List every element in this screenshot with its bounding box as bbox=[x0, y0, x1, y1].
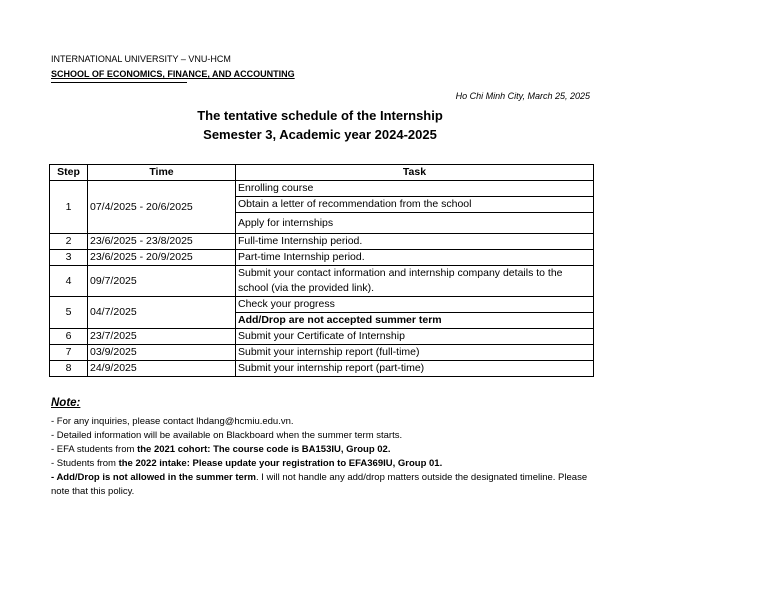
step-cell: 6 bbox=[50, 329, 88, 345]
task-cell: Submit your internship report (full-time) bbox=[236, 345, 594, 361]
table-row bbox=[50, 297, 594, 313]
time-cell: 07/4/2025 - 20/6/2025 bbox=[88, 181, 236, 234]
task-cell: Check your progress bbox=[236, 297, 594, 313]
note-line: - Detailed information will be available on Blackboard when the summer term starts. bbox=[51, 430, 403, 441]
header-step: Step bbox=[50, 165, 88, 181]
step-cell: 4 bbox=[50, 266, 88, 297]
note-line: - For any inquiries, please contact lhdang@hcmiu.edu.vn. bbox=[51, 416, 294, 427]
note-line bbox=[51, 471, 591, 499]
school-name: SCHOOL OF ECONOMICS, FINANCE, AND ACCOUNTING bbox=[51, 69, 295, 79]
time-cell: 03/9/2025 bbox=[88, 345, 236, 361]
task-cell: Obtain a letter of recommendation from the school bbox=[236, 197, 594, 213]
header-divider bbox=[51, 82, 187, 83]
time-cell: 23/7/2025 bbox=[88, 329, 236, 345]
note-emphasis: the 2021 cohort: The course code is BA153IU, Group 02. bbox=[137, 444, 391, 455]
university-name: INTERNATIONAL UNIVERSITY – VNU-HCM bbox=[51, 54, 231, 64]
time-cell: 24/9/2025 bbox=[88, 361, 236, 377]
table-row bbox=[50, 234, 594, 250]
note-emphasis: - Add/Drop is not allowed in the summer term bbox=[51, 472, 256, 483]
table-row bbox=[50, 266, 594, 297]
time-cell: 04/7/2025 bbox=[88, 297, 236, 329]
step-cell: 3 bbox=[50, 250, 88, 266]
note-line bbox=[51, 443, 591, 457]
task-cell: Part-time Internship period. bbox=[236, 250, 594, 266]
document-subtitle: Semester 3, Academic year 2024-2025 bbox=[203, 127, 437, 142]
step-cell: 8 bbox=[50, 361, 88, 377]
table-row bbox=[50, 250, 594, 266]
task-cell: Add/Drop are not accepted summer term bbox=[236, 313, 594, 329]
time-cell: 23/6/2025 - 20/9/2025 bbox=[88, 250, 236, 266]
note-heading: Note: bbox=[51, 397, 81, 409]
document-title: The tentative schedule of the Internship bbox=[197, 108, 443, 123]
note-emphasis: the 2022 intake: Please update your registration to EFA369IU, Group 01. bbox=[118, 458, 443, 469]
notes-block bbox=[51, 415, 591, 499]
header-task: Task bbox=[236, 165, 594, 181]
step-cell: 5 bbox=[50, 297, 88, 329]
task-cell: Submit your contact information and internship company details to the school (via the provided link). bbox=[236, 266, 594, 297]
time-cell: 09/7/2025 bbox=[88, 266, 236, 297]
task-cell: Apply for internships bbox=[236, 213, 594, 234]
note-text: - Students from bbox=[51, 458, 119, 469]
task-cell: Enrolling course bbox=[236, 181, 594, 197]
step-cell: 2 bbox=[50, 234, 88, 250]
task-cell: Full-time Internship period. bbox=[236, 234, 594, 250]
table-row bbox=[50, 181, 594, 197]
step-cell: 7 bbox=[50, 345, 88, 361]
time-cell: 23/6/2025 - 23/8/2025 bbox=[88, 234, 236, 250]
table-row bbox=[50, 345, 594, 361]
step-cell: 1 bbox=[50, 181, 88, 234]
table-header-row bbox=[50, 165, 594, 181]
note-line bbox=[51, 457, 591, 471]
note-text: - EFA students from bbox=[51, 444, 138, 455]
table-row bbox=[50, 329, 594, 345]
task-cell: Submit your internship report (part-time) bbox=[236, 361, 594, 377]
schedule-table bbox=[49, 164, 594, 377]
task-cell: Submit your Certificate of Internship bbox=[236, 329, 594, 345]
header-time: Time bbox=[88, 165, 236, 181]
document-date: Ho Chi Minh City, March 25, 2025 bbox=[455, 91, 590, 101]
table-row bbox=[50, 361, 594, 377]
note-text: . I will not handle any add/drop matters outside the designated timeline. Please note that this policy. bbox=[51, 472, 588, 497]
